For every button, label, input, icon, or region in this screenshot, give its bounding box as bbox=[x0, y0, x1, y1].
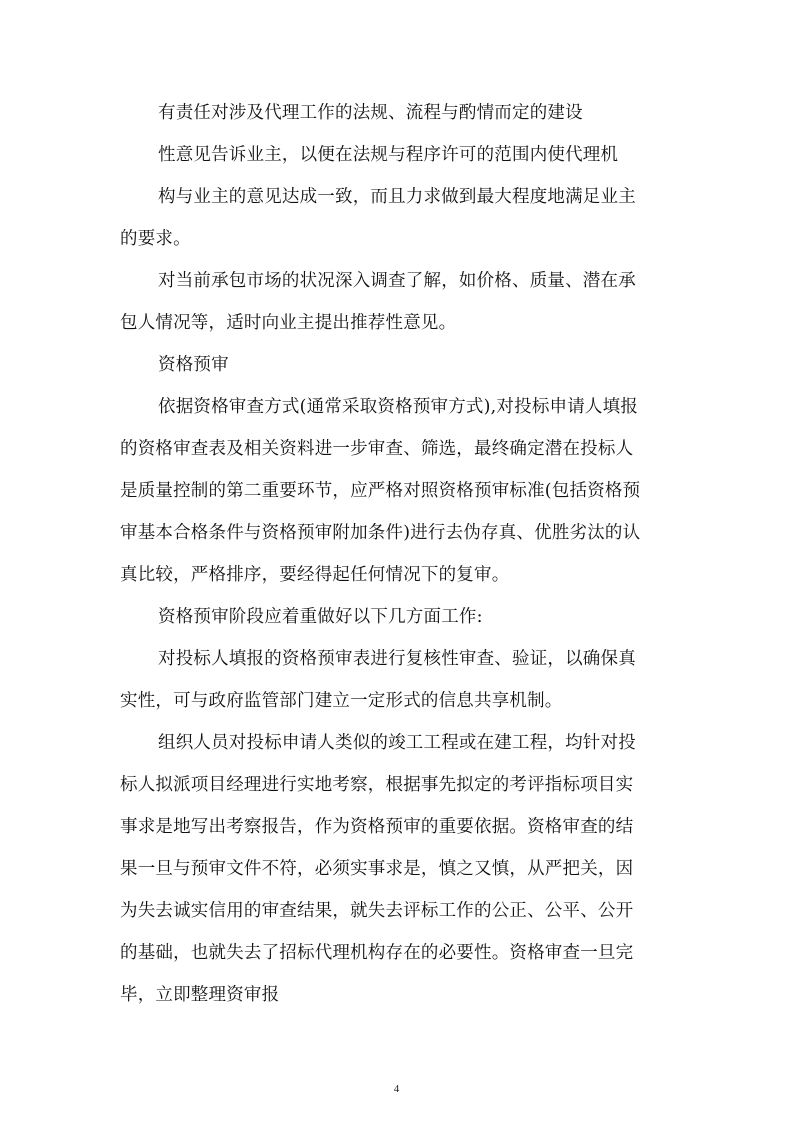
section-heading: 资格预审 bbox=[158, 355, 229, 375]
text-line: 的要求。 bbox=[120, 229, 191, 249]
text-line: 的资格审查表及相关资料进一步审查、筛选，最终确定潜在投标人 bbox=[120, 439, 634, 459]
text-line: 的基础，也就失去了招标代理机构存在的必要性。资格审查一旦完 bbox=[120, 943, 634, 963]
text-line: 有责任对涉及代理工作的法规、流程与酌情而定的建设 bbox=[158, 103, 583, 123]
document-body bbox=[120, 92, 672, 1016]
text-line: 是质量控制的第二重要环节，应严格对照资格预审标准(包括资格预 bbox=[120, 481, 641, 501]
text-line: 标人拟派项目经理进行实地考察，根据事先拟定的考评指标项目实 bbox=[120, 775, 634, 795]
text-line: 构与业主的意见达成一致，而且力求做到最大程度地满足业主 bbox=[158, 187, 636, 207]
text-line: 毕，立即整理资审报 bbox=[120, 985, 280, 1005]
text-line: 实性，可与政府监管部门建立一定形式的信息共享机制。 bbox=[120, 691, 563, 711]
page-number: 4 bbox=[393, 1083, 400, 1095]
text-line: 包人情况等，适时向业主提出推荐性意见。 bbox=[120, 313, 457, 333]
text-line: 对投标人填报的资格预审表进行复核性审查、验证，以确保真 bbox=[158, 649, 636, 669]
text-line: 审基本合格条件与资格预审附加条件)进行去伪存真、优胜劣汰的认 bbox=[120, 523, 641, 543]
text-line: 资格预审阶段应着重做好以下几方面工作: bbox=[158, 607, 483, 627]
text-line: 真比较，严格排序，要经得起任何情况下的复审。 bbox=[120, 565, 510, 585]
text-line: 组织人员对投标申请人类似的竣工工程或在建工程，均针对投 bbox=[158, 733, 636, 753]
text-line: 对当前承包市场的状况深入调查了解，如价格、质量、潜在承 bbox=[158, 271, 636, 291]
text-line: 性意见告诉业主，以便在法规与程序许可的范围内使代理机 bbox=[158, 145, 619, 165]
text-line: 为失去诚实信用的审查结果，就失去评标工作的公正、公平、公开 bbox=[120, 901, 634, 921]
text-line: 事求是地写出考察报告，作为资格预审的重要依据。资格审查的结 bbox=[120, 817, 634, 837]
text-line: 果一旦与预审文件不符，必须实事求是，慎之又慎，从严把关，因 bbox=[120, 859, 634, 879]
text-line: 依据资格审查方式(通常采取资格预审方式),对投标申请人填报 bbox=[158, 397, 639, 417]
